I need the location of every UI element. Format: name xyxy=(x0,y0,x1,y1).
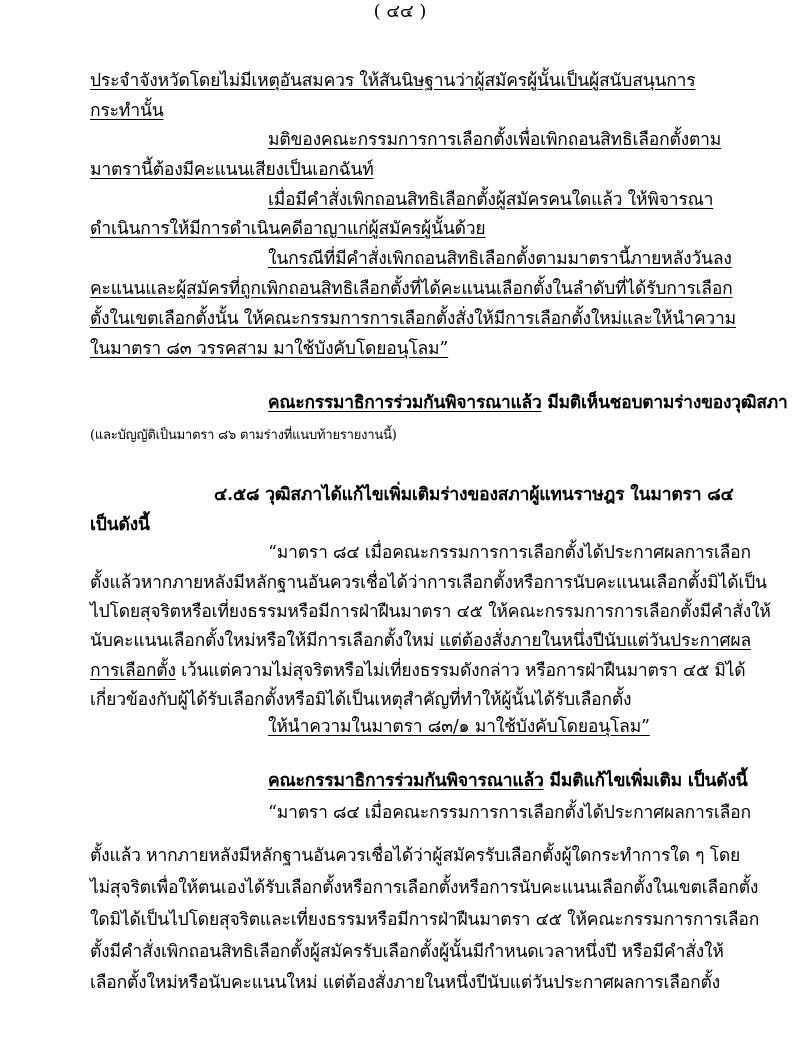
committee-note: (และบัญญัติเป็นมาตรา ๘๖ ตามร่างที่แนบท้ายรายงานนี้) xyxy=(90,428,397,443)
paragraph-line: ไปโดยสุจริตหรือเที่ยงธรรมหรือมีการฝ่าฝืนมาตรา ๔๕ ให้คณะกรรมการการเลือกตั้งมีคำสั่งให้ xyxy=(90,602,771,622)
paragraph-line xyxy=(90,658,745,684)
paragraph-line: “มาตรา ๘๔ เมื่อคณะกรรมการการเลือกตั้งได้ประกาศผลการเลือก xyxy=(268,543,751,563)
paragraph-line: ตั้งมีคำสั่งเพิกถอนสิทธิเลือกตั้งผู้สมัครรับเลือกตั้งผู้นั้นมีกำหนดเวลาหนึ่งปี หรือมีคำสั่งให้ xyxy=(90,942,724,962)
paragraph-line: เลือกตั้งใหม่หรือนับคะแนนใหม่ แต่ต้องสั่งภายในหนึ่งปีนับแต่วันประกาศผลการเลือกตั้ง xyxy=(90,973,720,993)
paragraph-line: เมื่อมีคำสั่งเพิกถอนสิทธิเลือกตั้งผู้สมัครคนใดแล้ว ให้พิจารณา xyxy=(268,190,714,210)
committee-resolution xyxy=(268,390,788,416)
paragraph-line: ดำเนินการให้มีการดำเนินคดีอาญาแก่ผู้สมัครผู้นั้นด้วย xyxy=(90,219,486,239)
paragraph-line: ประจำจังหวัดโดยไม่มีเหตุอันสมควร ให้สันนิษฐานว่าผู้สมัครผู้นั้นเป็นผู้สนับสนุนการ xyxy=(90,71,696,91)
paragraph-line: ตั้งแล้ว หากภายหลังมีหลักฐานอันควรเชื่อได้ว่าผู้สมัครรับเลือกตั้งผู้ใดกระทำการใด ๆ โดย xyxy=(90,846,741,866)
committee-lead: คณะกรรมาธิการร่วมกันพิจารณาแล้ว xyxy=(268,771,544,791)
paragraph-line: มติของคณะกรรมการการเลือกตั้งเพื่อเพิกถอนสิทธิเลือกตั้งตาม xyxy=(268,130,722,150)
paragraph-line: “มาตรา ๘๔ เมื่อคณะกรรมการการเลือกตั้งได้ประกาศผลการเลือก xyxy=(268,803,751,823)
committee-result: มีมติเห็นชอบตามร่างของวุฒิสภา xyxy=(541,393,788,413)
paragraph-line: คะแนนและผู้สมัครที่ถูกเพิกถอนสิทธิเลือกตั้งที่ได้คะแนนเลือกตั้งในลำดับที่ได้รับการเลือก xyxy=(90,279,733,299)
paragraph-line: ไม่สุจริตเพื่อให้ตนเองได้รับเลือกตั้งหรือการเลือกตั้งหรือการนับคะแนนเลือกตั้งในเขตเลือกตั้ง xyxy=(90,878,759,898)
text-segment: นับคะแนนเลือกตั้งใหม่หรือให้มีการเลือกตั้งใหม่ xyxy=(90,631,440,651)
paragraph-line: ในกรณีที่มีคำสั่งเพิกถอนสิทธิเลือกตั้งตามมาตรานี้ภายหลังวันลง xyxy=(268,249,732,269)
committee-lead: คณะกรรมาธิการร่วมกันพิจารณาแล้ว xyxy=(268,393,542,413)
text-segment: เว้นแต่ความไม่สุจริตหรือไม่เที่ยงธรรมดังกล่าว หรือการฝ่าฝืนมาตรา ๔๕ มิได้ xyxy=(175,661,746,681)
paragraph-line: เกี่ยวข้องกับผู้ได้รับเลือกตั้งหรือมิได้เป็นเหตุสำคัญที่ทำให้ผู้นั้นได้รับเลือกตั้ง xyxy=(90,690,632,710)
paragraph-line: ในมาตรา ๘๓ วรรคสาม มาใช้บังคับโดยอนุโลม” xyxy=(90,339,449,359)
paragraph-line: ใดมิได้เป็นไปโดยสุจริตและเที่ยงธรรมหรือมีการฝ่าฝืนมาตรา ๔๕ ให้คณะกรรมการการเลือก xyxy=(90,910,760,930)
paragraph-line: มาตรานี้ต้องมีคะแนนเสียงเป็นเอกฉันท์ xyxy=(90,160,374,180)
committee-resolution xyxy=(268,768,748,794)
page-number: ( ๔๔ ) xyxy=(373,1,427,22)
section-heading: ๔.๕๘ วุฒิสภาได้แก้ไขเพิ่มเติมร่างของสภาผู้แทนราษฎร ในมาตรา ๘๔ xyxy=(214,485,734,505)
paragraph-line: กระทำนั้น xyxy=(90,101,164,121)
paragraph-line: ตั้งในเขตเลือกตั้งนั้น ให้คณะกรรมการการเลือกตั้งสั่งให้มีการเลือกตั้งใหม่และให้นำความ xyxy=(90,309,737,329)
paragraph-line: ตั้งแล้วหากภายหลังมีหลักฐานอันควรเชื่อได้ว่าการเลือกตั้งหรือการนับคะแนนเลือกตั้งมิได้เป็น xyxy=(90,573,767,593)
paragraph-line xyxy=(90,628,751,654)
paragraph-line: ให้นำความในมาตรา ๘๓/๑ มาใช้บังคับโดยอนุโลม” xyxy=(268,717,650,737)
committee-result: มีมติแก้ไขเพิ่มเติม เป็นดังนี้ xyxy=(543,771,748,791)
section-heading-continued: เป็นดังนี้ xyxy=(90,515,150,535)
underlined-segment: การเลือกตั้ง xyxy=(90,661,176,681)
underlined-segment: แต่ต้องสั่งภายในหนึ่งปีนับแต่วันประกาศผล xyxy=(439,631,752,651)
